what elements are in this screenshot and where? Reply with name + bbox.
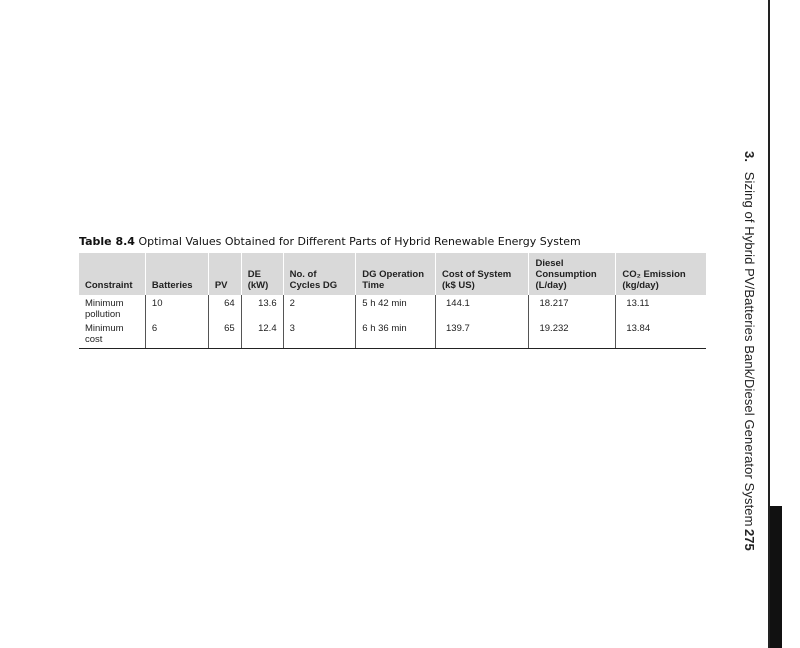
running-head-text: Sizing of Hybrid PV/Batteries Bank/Diesel Generator System (742, 171, 757, 527)
cell-diesel: 19.232 (529, 320, 616, 349)
cell-co2: 13.84 (616, 320, 706, 349)
header-cycles-dg: No. of Cycles DG (283, 253, 356, 295)
cell-de: 13.6 (241, 295, 283, 320)
table-caption-label: Table 8.4 (79, 235, 135, 248)
header-dg-operation-time: DG Operation Time (356, 253, 436, 295)
table-header-row (79, 253, 706, 295)
table-caption-text: Optimal Values Obtained for Different Parts of Hybrid Renewable Energy System (138, 235, 581, 248)
table-caption (79, 235, 581, 248)
running-head (742, 151, 757, 527)
cell-cycles: 2 (283, 295, 356, 320)
table-row (79, 320, 706, 349)
cell-pv: 65 (208, 320, 241, 349)
cell-cost: 139.7 (436, 320, 529, 349)
header-constraint: Constraint (79, 253, 145, 295)
cell-diesel: 18.217 (529, 295, 616, 320)
cell-co2: 13.11 (626, 298, 650, 309)
cell-dg-time: 6 h 36 min (356, 320, 436, 349)
header-co2-emission: CO₂ Emission (kg/day) (622, 269, 686, 291)
cell-batteries: 6 (145, 320, 208, 349)
cell-dg-time: 5 h 42 min (356, 295, 436, 320)
header-diesel-consumption: Diesel Consumption (L/day) (529, 253, 616, 295)
cell-de: 12.4 (241, 320, 283, 349)
cell-batteries: 10 (145, 295, 208, 320)
header-pv: PV (208, 253, 241, 295)
header-cost-of-system: Cost of System (k$ US) (436, 253, 529, 295)
cell-pv: 64 (208, 295, 241, 320)
results-table (79, 253, 706, 349)
cell-constraint: Minimum pollution (79, 295, 145, 320)
cell-cycles: 3 (283, 320, 356, 349)
table-row (79, 295, 706, 320)
header-batteries: Batteries (145, 253, 208, 295)
cell-cost: 144.1 (436, 295, 529, 320)
running-head-number: 3. (742, 151, 757, 163)
header-de: DE (kW) (241, 253, 283, 295)
cell-constraint: Minimum cost (79, 320, 145, 349)
chapter-thumb-tab (770, 506, 782, 648)
page-number: 275 (742, 529, 757, 551)
